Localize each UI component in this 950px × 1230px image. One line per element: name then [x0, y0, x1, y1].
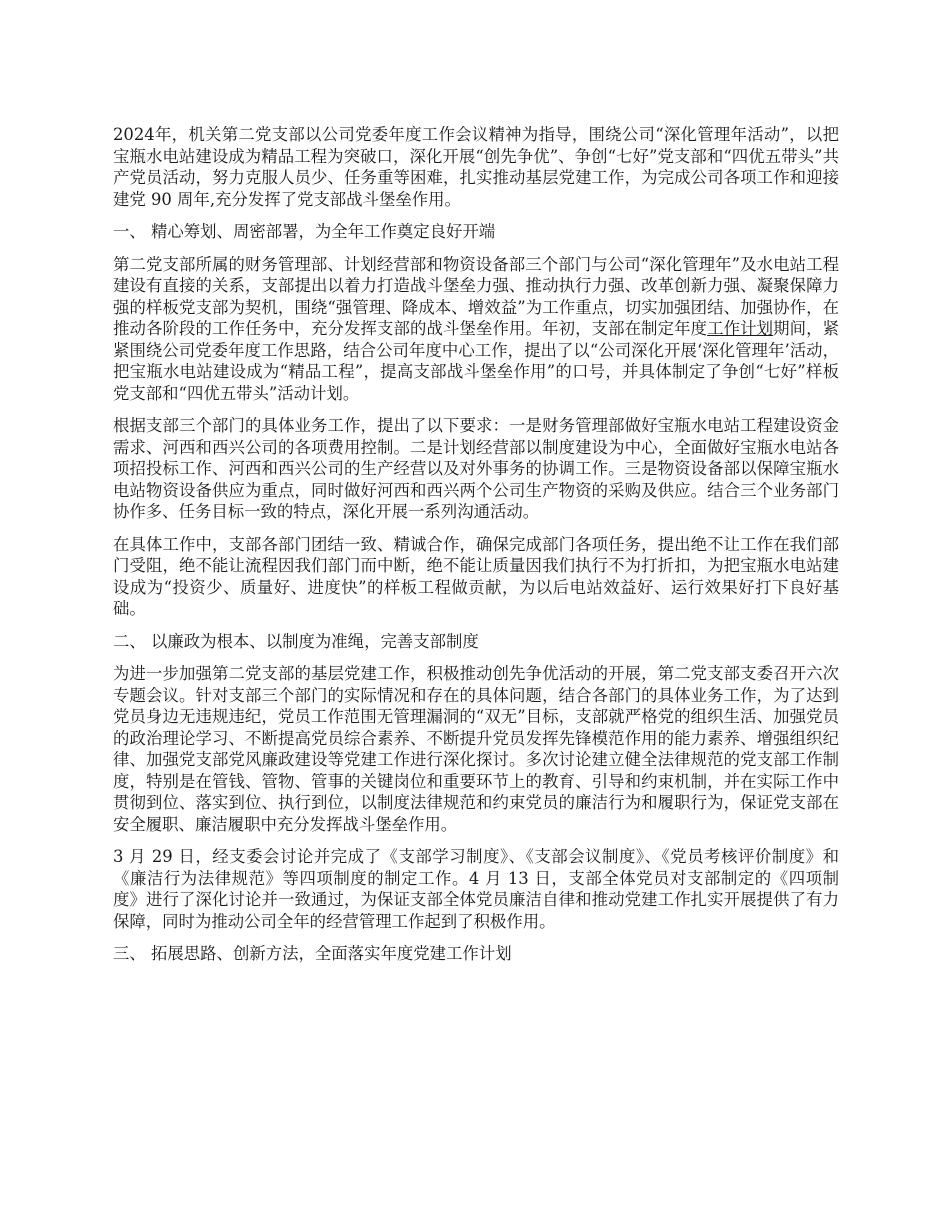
section-2-paragraph-2: 3 月 29 日，经支委会讨论并完成了《支部学习制度》、《支部会议制度》、《党员考核评价制度》和《廉洁行为法律规范》等四项制度的制定工作。4 月 13 日，支部全体党员对支部制定的《四项制度》进行了深化讨论并一致通过，为保证支部全体党员廉洁自律和推动党建工作扎实开展提供了有力保障，同时为推动公司全年的经营管理工作起到了积极作用。: [113, 847, 839, 931]
section-1-paragraph-1: [113, 254, 839, 405]
section-2-heading: 二、 以廉政为根本、以制度为准绳，完善支部制度: [113, 631, 479, 651]
intro-paragraph: 2024年，机关第二党支部以公司党委年度工作会议精神为指导，围绕公司“深化管理年活动”，以把宝瓶水电站建设成为精品工程为突破口，深化开展“创先争优”、争创“七好”党支部和“四优五带头”共产党员活动，努力克服人员少、任务重等困难，扎实推动基层党建工作，为完成公司各项工作和迎接建党 90 周年,充分发挥了党支部战斗堡垒作用。: [113, 125, 839, 209]
section-1-paragraph-2: 根据支部三个部门的具体业务工作，提出了以下要求：一是财务管理部做好宝瓶水电站工程建设资金需求、河西和西兴公司的各项费用控制。二是计划经营部以制度建设为中心，全面做好宝瓶水电站各项招投标工作、河西和西兴公司的生产经营以及对外事务的协调工作。三是物资设备部以保障宝瓶水电站物资设备供应为重点，同时做好河西和西兴两个公司生产物资的采购及供应。结合三个业务部门协作多、任务目标一致的特点，深化开展一系列沟通活动。: [113, 416, 839, 521]
section-2-paragraph-1: 为进一步加强第二党支部的基层党建工作，积极推动创先争优活动的开展，第二党支部支委召开六次专题会议。针对支部三个部门的实际情况和存在的具体问题，结合各部门的具体业务工作，为了达到党员身边无违规违纪，党员工作范围无管理漏洞的“双无”目标，支部就严格党的组织生活、加强党员的政治理论学习、不断提高党员综合素养、不断提升党员发挥先锋模范作用的能力素养、增强组织纪律、加强党支部党风廉政建设等党建工作进行深化探讨。多次讨论建立健全法律规范的党支部工作制度，特别是在管钱、管物、管事的关键岗位和重要环节上的教育、引导和约束机制，并在实际工作中贯彻到位、落实到位、执行到位，以制度法律规范和约束党员的廉洁行为和履职行为，保证党支部在安全履职、廉洁履职中充分发挥战斗堡垒作用。: [113, 664, 839, 834]
section-1-paragraph-3: 在具体工作中，支部各部门团结一致、精诚合作，确保完成部门各项任务，提出绝不让工作在我们部门受阻，绝不能让流程因我们部门而中断，绝不能让质量因我们执行不为打折扣，为把宝瓶水电站建设成为“投资少、质量好、进度快”的样板工程做贡献，为以后电站效益好、运行效果好打下良好基础。: [113, 534, 839, 618]
document-page: [113, 124, 839, 976]
section-3-heading: 三、 拓展思路、创新方法，全面落实年度党建工作计划: [113, 944, 512, 963]
work-plan-link[interactable]: 工作计划: [707, 319, 774, 338]
section-1-paragraph-1-text-after: 期间，紧紧围绕公司党委年度工作思路，结合公司年度中心工作，提出了以“公司深化开展‘深化管理年’活动，把宝瓶水电站建设成为“精品工程”，提高支部战斗堡垒作用”的口号，并具体制定了争创“七好”样板党支部和“四优五带头”活动计划。: [113, 319, 840, 403]
section-1-heading: 一、 精心筹划、周密部署，为全年工作奠定良好开端: [113, 222, 496, 241]
section-1-paragraph-1-text-before: 第二党支部所属的财务管理部、计划经营部和物资设备部三个部门与公司“深化管理年”及水电站工程建设有直接的关系，支部提出以着力打造战斗堡垒力强、推动执行力强、改革创新力强、凝聚保障力强的样板党支部为契机，围绕“强管理、降成本、增效益”为工作重点，切实加强团结、加强协作，在推动各阶段的工作任务中，充分发挥支部的战斗堡垒作用。年初，支部在制定年度: [113, 254, 839, 338]
